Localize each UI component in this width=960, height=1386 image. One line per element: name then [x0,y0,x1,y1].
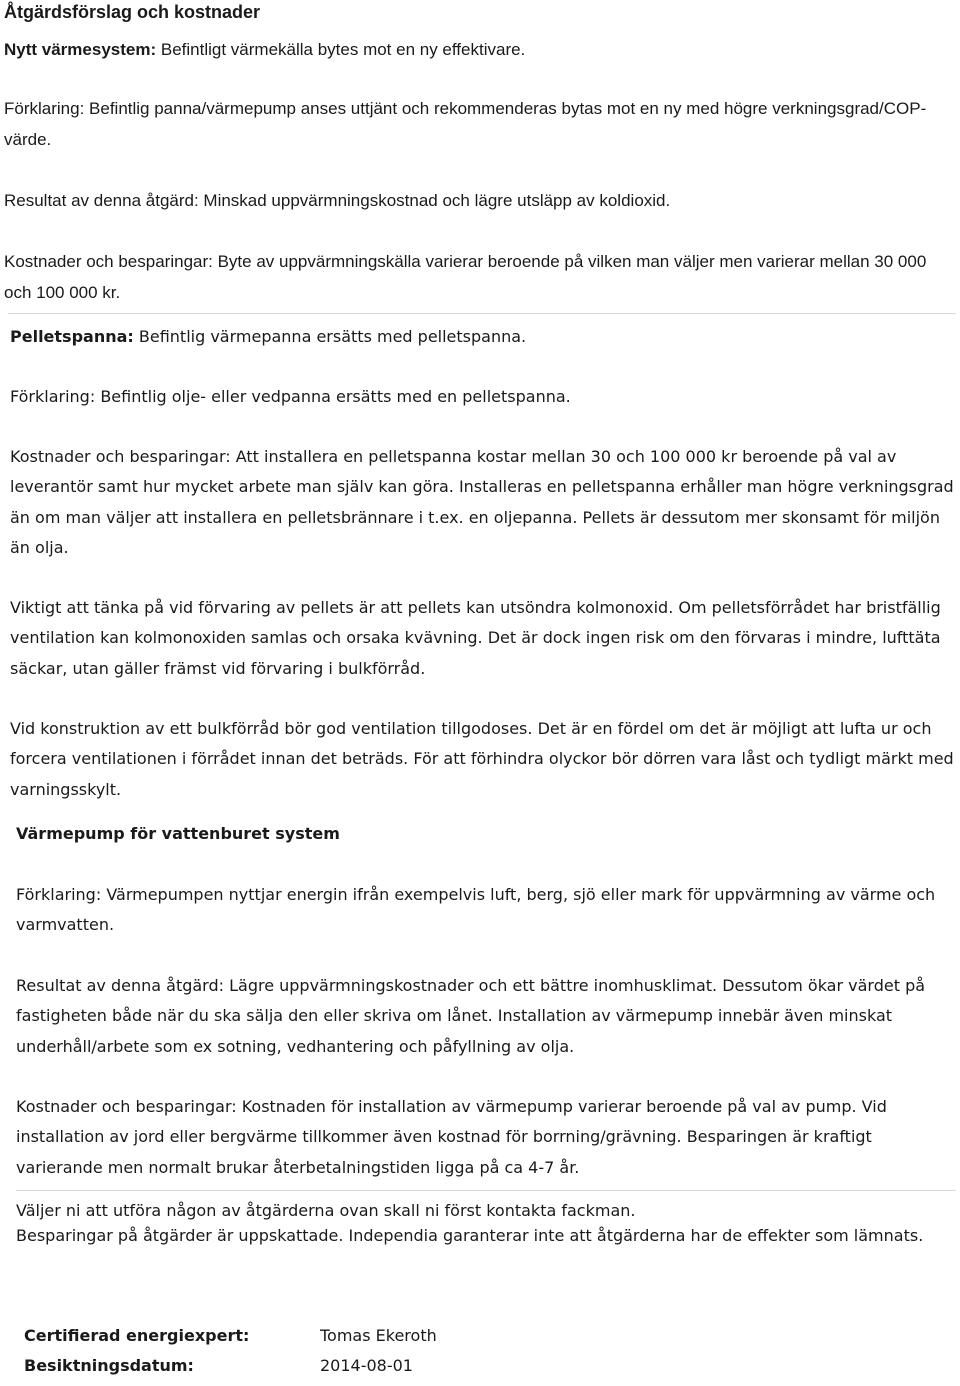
divider [8,313,956,314]
page-title: Åtgärdsförslag och kostnader [4,2,261,22]
expert-row [24,1326,624,1356]
new-heating-costs: Kostnader och besparingar: Byte av uppvärmningskälla varierar beroende på vilken man väljer men varierar mellan 30 000 och 100 000 kr. [4,252,927,302]
heat-pump-result: Resultat av denna åtgärd: Lägre uppvärmningskostnader och ett bättre inomhusklimat. Dessutom ökar värdet på fastigheten både när du ska sälja den eller skriva om lånet. Installation av värmepump innebär även minskat underhåll/arbete som ex sotning, vedhantering och påfyllning av olja. [16,976,926,1056]
disclaimer-line-2: Besparingar på åtgärder är uppskattade. Independia garanterar inte att åtgärderna har de effekter som lämnats. [16,1226,924,1245]
pellet-construction: Vid konstruktion av ett bulkförråd bör god ventilation tillgodoses. Det är en fördel om det är möjligt att lufta ur och forcera ventilationen i förrådet innan det beträds. För att förhindra olyckor bör dörren vara låst och tydligt märkt med varningsskylt. [10,719,954,799]
pellet-label: Pelletspanna: [10,327,134,346]
pellet-explanation: Förklaring: Befintlig olje- eller vedpanna ersätts med en pelletspanna. [10,387,571,406]
heat-pump-explanation: Förklaring: Värmepumpen nyttjar energin ifrån exempelvis luft, berg, sjö eller mark för uppvärmning av värme och varmvatten. [16,885,936,935]
inspection-date-value: 2014-08-01 [320,1356,413,1375]
heat-pump-costs: Kostnader och besparingar: Kostnaden för installation av värmepump varierar beroende på val av pump. Vid installation av jord eller bergvärme tillkommer även kostnad för borrning/grävning. Besparingen är kraftigt varierande men normalt brukar återbetalningstiden ligga på ca 4-7 år. [16,1097,887,1177]
new-heating-explanation: Förklaring: Befintlig panna/värmepump anses uttjänt och rekommenderas bytas mot en ny med högre verkningsgrad/COP-värde. [4,99,927,149]
expert-label: Certifierad energiexpert: [24,1326,250,1345]
pellet-storage: Viktigt att tänka på vid förvaring av pellets är att pellets kan utsöndra kolmonoxid. Om pelletsförrådet har bristfällig ventilation kan kolmonoxiden samlas och orsaka kvävning. Det är dock ingen risk om den förvaras i mindre, lufttäta säckar, utan gäller främst vid förvaring i bulkförråd. [10,598,941,678]
pellet-costs: Kostnader och besparingar: Att installera en pelletspanna kostar mellan 30 och 100 000 kr beroende på val av leverantör samt hur mycket arbete man själv kan göra. Installeras en pelletspanna erhåller man högre verkningsgrad än om man väljer att installera en pelletsbrännare i t.ex. en oljepanna. Pellets är dessutom mer skonsamt för miljön än olja. [10,447,954,557]
heat-pump-heading: Värmepump för vattenburet system [16,824,340,843]
inspection-date-row [24,1356,624,1386]
new-heating-heading [4,34,954,65]
divider [16,1190,956,1191]
disclaimer-line-1: Väljer ni att utföra någon av åtgärderna ovan skall ni först kontakta fackman. [16,1201,636,1220]
pellet-text: Befintlig värmepanna ersätts med pelletspanna. [133,327,527,346]
new-heating-text: Befintligt värmekälla bytes mot en ny effektivare. [156,40,526,59]
inspection-date-label: Besiktningsdatum: [24,1356,194,1375]
expert-name: Tomas Ekeroth [320,1326,437,1345]
pellet-heading [10,322,955,352]
new-heating-label: Nytt värmesystem: [4,40,157,59]
new-heating-result: Resultat av denna åtgärd: Minskad uppvärmningskostnad och lägre utsläpp av koldioxid. [4,191,671,210]
